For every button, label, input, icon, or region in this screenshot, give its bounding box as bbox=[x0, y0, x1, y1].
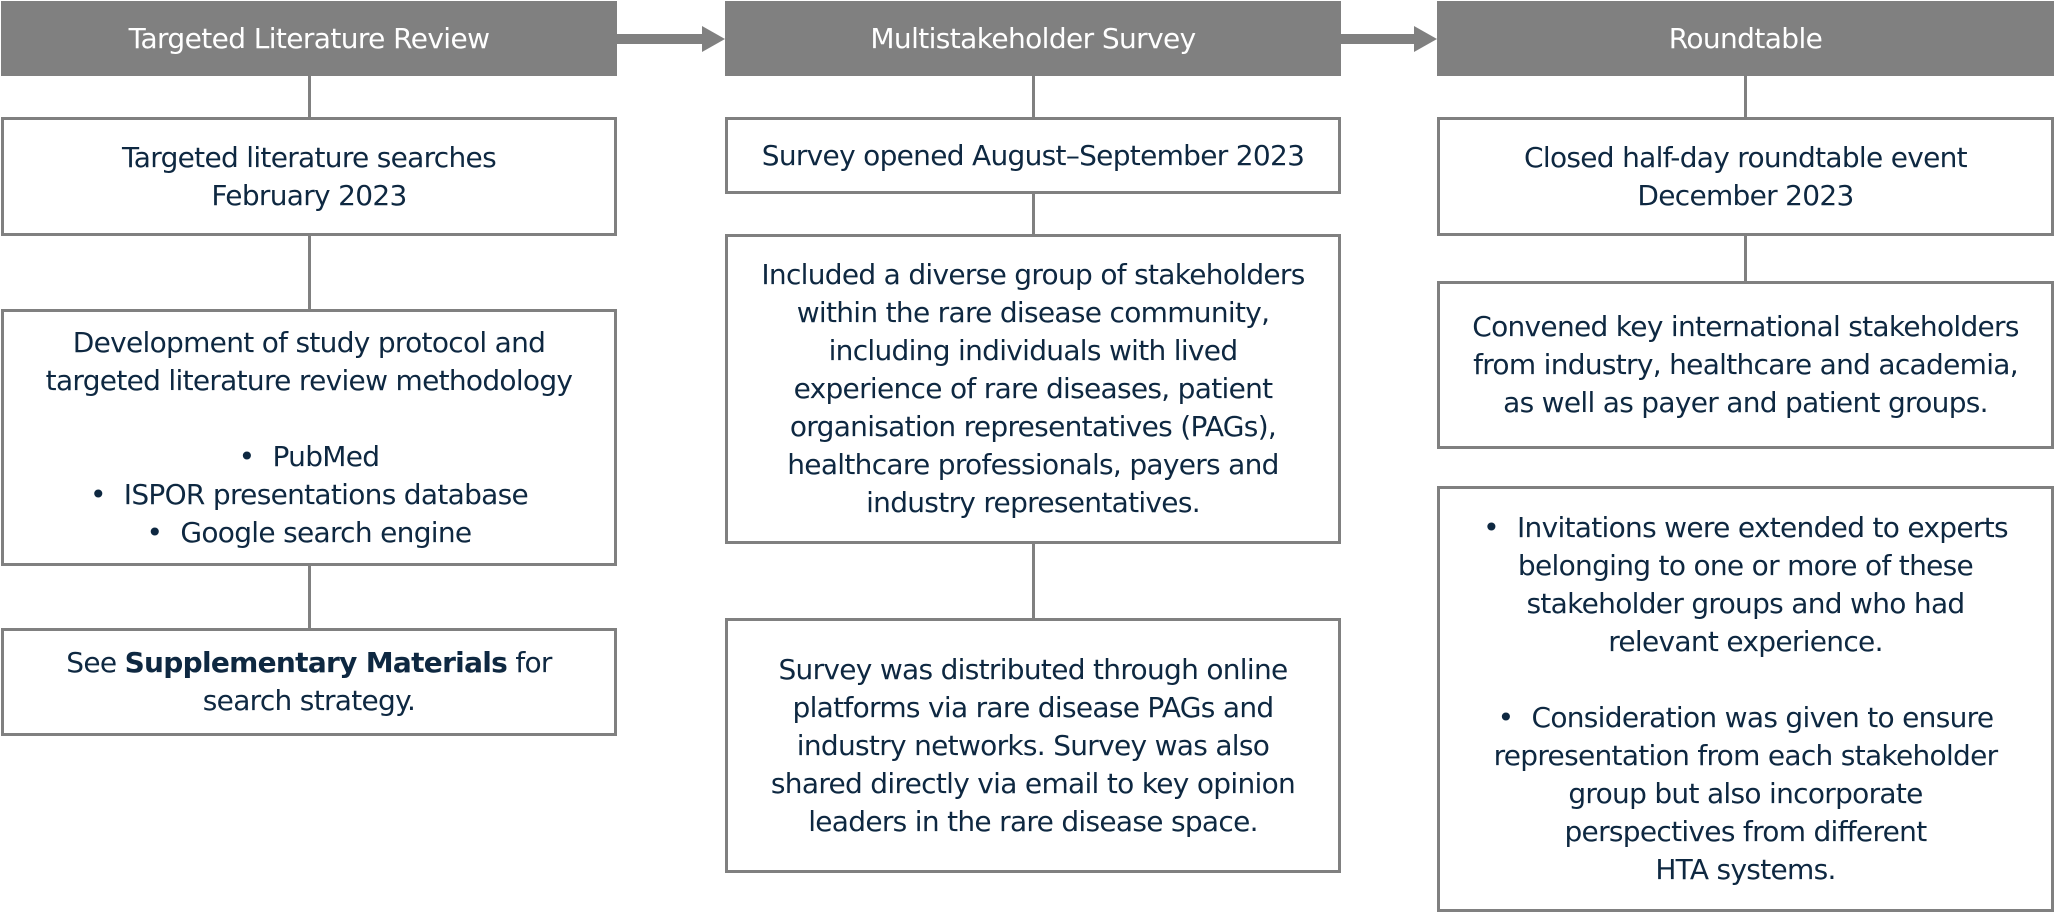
bullet-icon: • bbox=[1483, 511, 1499, 544]
bullet-item: • Consideration was given to ensure bbox=[1498, 699, 1994, 737]
header-label: Roundtable bbox=[1668, 22, 1823, 55]
bullet-item: • Google search engine bbox=[147, 514, 472, 552]
box-line: Included a diverse group of stakeholders bbox=[761, 258, 1305, 291]
header-label: Multistakeholder Survey bbox=[870, 22, 1196, 55]
box-line: including individuals with lived bbox=[828, 334, 1238, 367]
box-literature-searches-date bbox=[1, 117, 617, 236]
supplementary-materials-reference: Supplementary Materials bbox=[124, 646, 508, 679]
box-line: belonging to one or more of these bbox=[1517, 549, 1974, 582]
box-line: See Supplementary Materials for bbox=[66, 646, 552, 679]
box-line: experience of rare diseases, patient bbox=[793, 372, 1273, 405]
connector-line bbox=[308, 234, 311, 310]
header-label: Targeted Literature Review bbox=[128, 22, 490, 55]
box-line: leaders in the rare disease space. bbox=[808, 804, 1258, 838]
header-targeted-literature-review bbox=[1, 1, 617, 76]
bullet-item: • Invitations were extended to experts bbox=[1483, 509, 2008, 547]
box-survey-dates bbox=[725, 117, 1341, 194]
bullet-item: • PubMed bbox=[239, 438, 380, 476]
connector-line bbox=[308, 564, 311, 630]
connector-line bbox=[1032, 76, 1035, 118]
bullet-item: • ISPOR presentations database bbox=[90, 476, 528, 514]
box-line: representation from each stakeholder bbox=[1493, 739, 1998, 772]
box-line: within the rare disease community, bbox=[796, 296, 1270, 329]
box-line: Development of study protocol and bbox=[72, 325, 546, 359]
bullet-icon: • bbox=[238, 439, 255, 473]
arrow-right-icon bbox=[1341, 34, 1415, 44]
box-line: December 2023 bbox=[1637, 178, 1854, 212]
box-line: industry representatives. bbox=[866, 486, 1200, 519]
box-survey-distribution bbox=[725, 618, 1341, 873]
box-line: HTA systems. bbox=[1655, 853, 1836, 886]
box-line: Targeted literature searches bbox=[122, 140, 496, 174]
box-study-protocol bbox=[1, 309, 617, 566]
box-line: shared directly via email to key opinion bbox=[770, 766, 1296, 800]
box-roundtable-invitations bbox=[1437, 486, 2054, 912]
box-line: relevant experience. bbox=[1608, 625, 1883, 658]
box-line: February 2023 bbox=[211, 178, 407, 212]
box-line: Convened key international stakeholders bbox=[1472, 310, 2019, 343]
connector-line bbox=[1744, 234, 1747, 282]
bullet-icon: • bbox=[89, 477, 106, 511]
box-line: from industry, healthcare and academia, bbox=[1473, 348, 2018, 381]
box-line: Survey was distributed through online bbox=[778, 652, 1288, 686]
arrow-right-icon bbox=[617, 34, 703, 44]
box-line: group but also incorporate bbox=[1568, 777, 1923, 810]
box-line: platforms via rare disease PAGs and bbox=[792, 690, 1274, 724]
bullet-icon: • bbox=[146, 515, 163, 549]
box-supplementary-materials bbox=[1, 628, 617, 736]
box-line: search strategy. bbox=[202, 684, 416, 717]
box-line: Survey opened August–September 2023 bbox=[761, 138, 1305, 172]
header-roundtable bbox=[1437, 1, 2054, 76]
box-line: stakeholder groups and who had bbox=[1526, 587, 1965, 620]
box-roundtable-stakeholders bbox=[1437, 281, 2054, 449]
box-line: perspectives from different bbox=[1564, 815, 1927, 848]
connector-line bbox=[1032, 192, 1035, 236]
box-line: industry networks. Survey was also bbox=[796, 728, 1270, 762]
box-line: Closed half-day roundtable event bbox=[1524, 140, 1967, 174]
connector-line bbox=[1744, 76, 1747, 118]
box-line: healthcare professionals, payers and bbox=[787, 448, 1279, 481]
bullet-icon: • bbox=[1497, 701, 1514, 734]
box-line: organisation representatives (PAGs), bbox=[789, 410, 1277, 443]
connector-line bbox=[1032, 542, 1035, 620]
box-line: targeted literature review methodology bbox=[45, 363, 573, 397]
box-roundtable-event-date bbox=[1437, 117, 2054, 236]
header-multistakeholder-survey bbox=[725, 1, 1341, 76]
box-line: as well as payer and patient groups. bbox=[1503, 386, 1988, 419]
box-survey-participants bbox=[725, 234, 1341, 544]
connector-line bbox=[308, 76, 311, 118]
